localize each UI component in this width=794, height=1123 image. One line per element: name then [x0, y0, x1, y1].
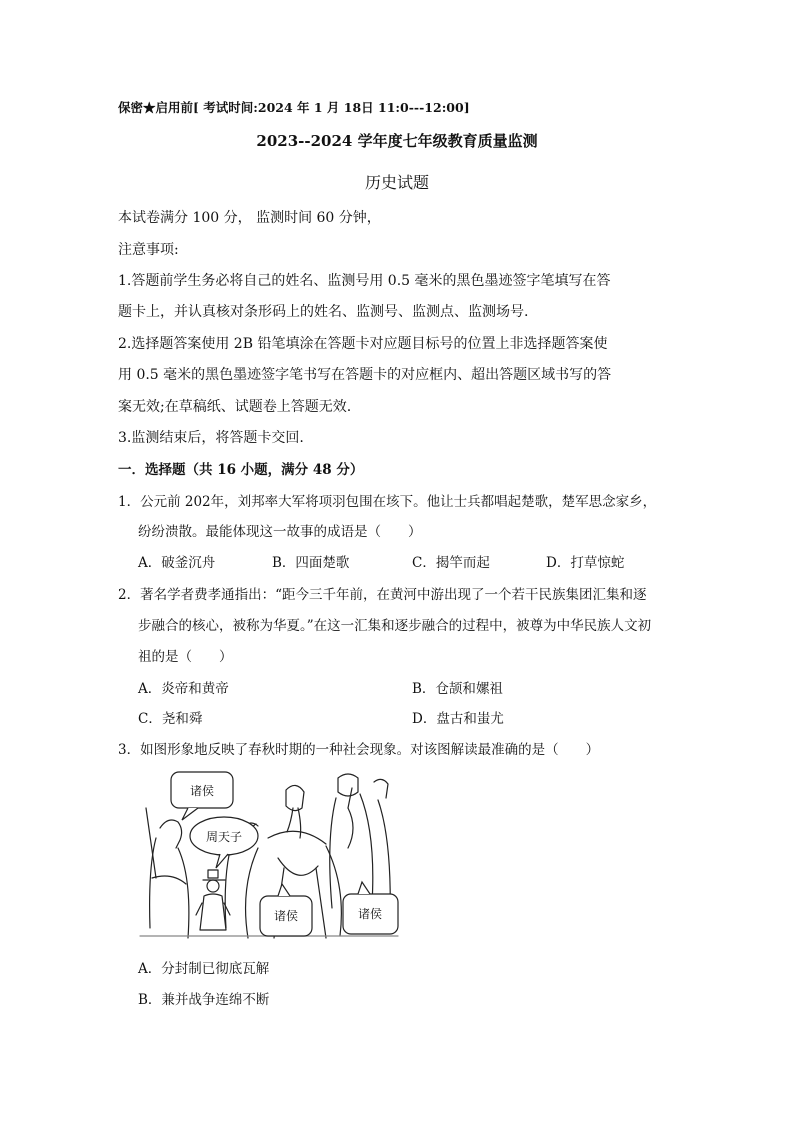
bubble-center-label: 周天子 [205, 830, 243, 844]
cartoon-figure [138, 768, 400, 940]
secret-exam-time-line: 保密★启用前[ 考试时间:2024 年 1 月 18日 11:0---12:00] [118, 100, 470, 115]
question-1-line-2: 纷纷溃散。最能体现这一故事的成语是（ ） [138, 524, 422, 540]
note-1-line-1: 1.答题前学生务必将自己的姓名、监测号用 0.5 毫米的黑色墨迹签字笔填写在答 [118, 273, 611, 289]
q2-option-c: C．尧和舜 [138, 711, 203, 727]
q1-option-d: D．打草惊蛇 [546, 555, 625, 571]
note-2-line-1: 2.选择题答案使用 2B 铅笔填涂在答题卡对应题目标号的位置上非选择题答案使 [118, 336, 608, 352]
q3-option-a: A．分封制已彻底瓦解 [138, 961, 270, 977]
q3-option-b: B．兼并战争连绵不断 [138, 992, 270, 1008]
q1-option-c: C．揭竿而起 [412, 555, 490, 571]
question-2-line-2: 步融合的核心，被称为华夏。”在这一汇集和逐步融合的过程中，被尊为中华民族人文初 [138, 618, 652, 634]
question-1-line-1: 1．公元前 202年，刘邦率大军将项羽包围在垓下。他让士兵都唱起楚歌，楚军思念家乡， [118, 494, 657, 510]
q2-option-d: D．盘古和蚩尤 [412, 711, 504, 727]
exam-subtitle: 历史试题 [364, 173, 429, 192]
q2-option-b: B．仓颉和嫘祖 [412, 681, 503, 697]
section-heading: 一．选择题（共 16 小题，满分 48 分） [118, 462, 364, 478]
bubble-bottom-left-label: 诸侯 [273, 909, 299, 923]
q2-option-a: A．炎帝和黄帝 [138, 681, 229, 697]
note-2-line-3: 案无效;在草稿纸、试题卷上答题无效. [118, 399, 352, 415]
exam-title: 2023--2024 学年度七年级教育质量监测 [256, 132, 538, 150]
notes-title: 注意事项: [118, 242, 179, 258]
question-3-line-1: 3．如图形象地反映了春秋时期的一种社会现象。对该图解读最准确的是（ ） [118, 742, 600, 758]
question-2-line-3: 祖的是（ ） [138, 649, 233, 665]
bubble-top-label: 诸侯 [189, 784, 215, 798]
q1-option-b: B．四面楚歌 [272, 555, 350, 571]
note-1-line-2: 题卡上，并认真核对条形码上的姓名、监测号、监测点、监测场号. [118, 304, 529, 320]
score-line: 本试卷满分 100 分， 监测时间 60 分钟， [118, 210, 381, 226]
question-2-line-1: 2．著名学者费孝通指出：“距今三千年前，在黄河中游出现了一个若干民族集团汇集和逐 [118, 587, 647, 603]
note-3: 3.监测结束后，将答题卡交回. [118, 430, 304, 446]
note-2-line-2: 用 0.5 毫米的黑色墨迹签字笔书写在答题卡的对应框内、超出答题区域书写的答 [118, 367, 612, 383]
q1-option-a: A．破釜沉舟 [138, 555, 216, 571]
bubble-bottom-right-label: 诸侯 [357, 907, 383, 921]
